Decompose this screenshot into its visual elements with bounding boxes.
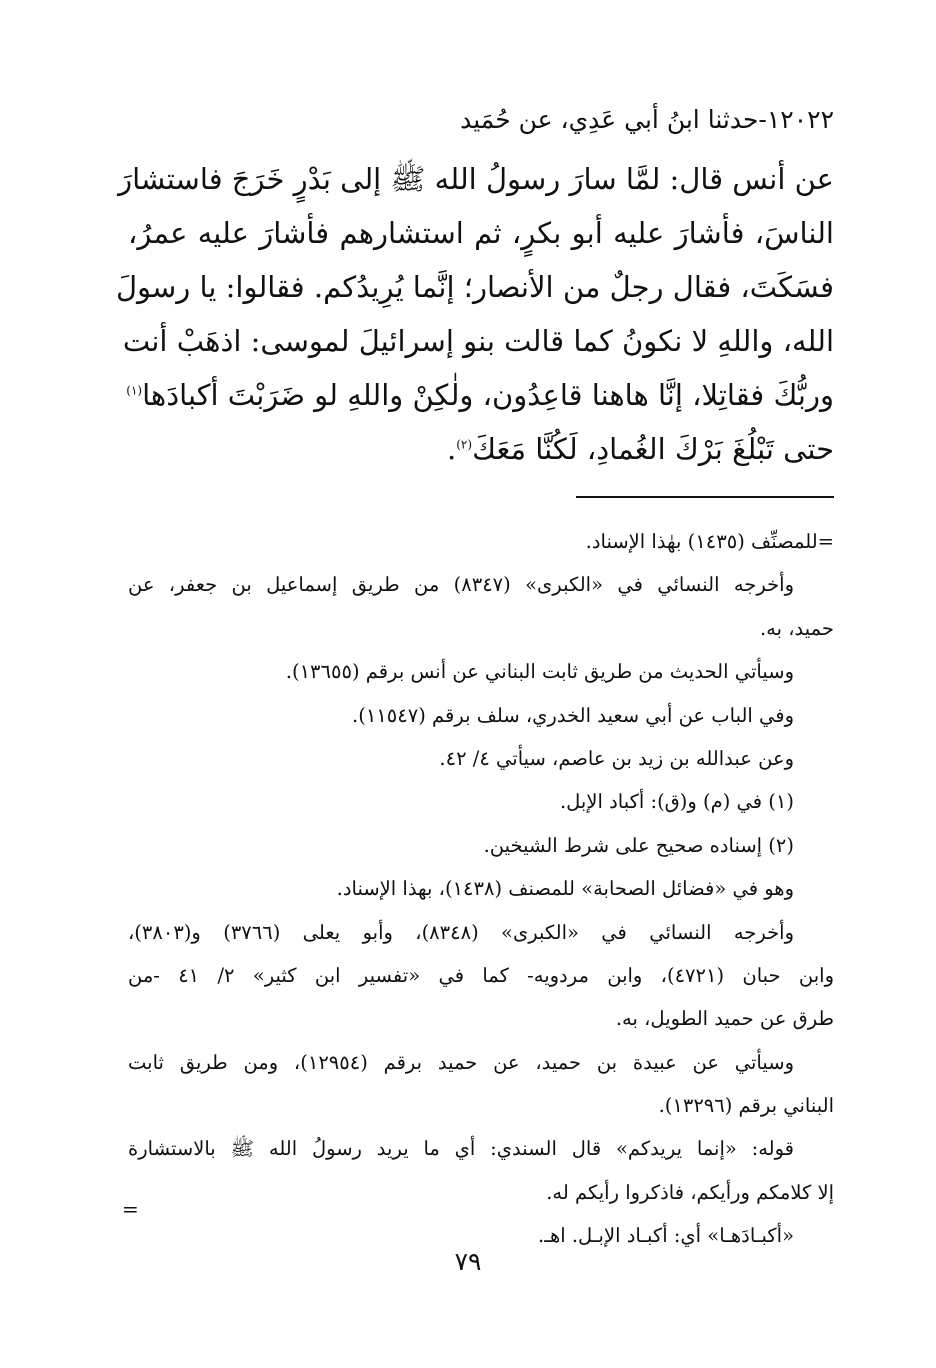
footnote-ref-2: (٢) (456, 437, 473, 452)
hadith-heading: ١٢٠٢٢-حدثنا ابنُ أبي عَدِي، عن حُمَيد (460, 105, 834, 134)
footnote-line: البناني برقم (١٣٢٩٦). (658, 1094, 834, 1118)
hadith-line: الله، واللهِ لا نكونُ كما قالت بنو إسرائيلَ لموسى: اذهَبْ أنت (122, 324, 834, 358)
footnote-separator (576, 496, 834, 498)
footnote-line: وعن عبدالله بن زيد بن عاصم، سيأتي ٤/ ٤٢. (439, 746, 794, 770)
footnote-line: إلا كلامكم ورأيكم، فاذكروا رأيكم له. (546, 1180, 834, 1204)
footnote-line: وأخرجه النسائي في «الكبرى» (٨٣٤٨)، وأبو يعلى (٣٧٦٦) و(٣٨٠٣)، (128, 920, 794, 944)
footnote-line: (١) في (م) و(ق): أكباد الإبل. (559, 790, 794, 814)
footnote-line: وسيأتي عن عبيدة بن حميد، عن حميد برقم (١٢٩٥٤)، ومن طريق ثابت (128, 1050, 795, 1074)
continuation-mark: = (122, 1197, 139, 1221)
hadith-line (128, 368, 834, 422)
footnote-line: وابن حبان (٤٧٢١)، وابن مردويه- كما في «تفسير ابن كثير» ٢/ ٤١ -من (128, 963, 835, 987)
footnote-line: حميد، به. (759, 616, 834, 640)
hadith-line-text: حتى تَبْلُغَ بَرْكَ الغُمادِ، لَكُنَّا مَعَكَ (472, 432, 834, 466)
hadith-line-text: وربُّكَ فقاتِلا، إنَّا هاهنا قاعِدُون، ولٰكِنْ واللهِ لو ضَرَبْتَ أكبادَها (142, 378, 834, 412)
footnote-ref-1: (١) (126, 383, 143, 398)
hadith-text (115, 152, 834, 476)
hadith-line: فسَكَتَ، فقال رجلٌ من الأنصار؛ إنَّما يُرِيدُكم. فقالوا: يا رسولَ (115, 270, 834, 304)
hadith-line (128, 422, 834, 476)
footnotes (128, 520, 834, 1258)
hadith-end-punct: . (447, 432, 457, 466)
footnote-line: «أكبـادَهـا» أي: أكبـاد الإبـل. اهـ. (538, 1224, 794, 1248)
hadith-line: عن أنس قال: لمَّا سارَ رسولُ الله ﷺ إلى بَدْرٍ خَرَجَ فاستشارَ (118, 162, 834, 196)
footnote-line: =للمصنِّف (١٤٣٥) بهٰذا الإسناد. (585, 530, 834, 553)
footnote-line: (٢) إسناده صحيح على شرط الشيخين. (483, 833, 794, 857)
page-number: ٧٩ (454, 1247, 482, 1276)
footnote-line: وفي الباب عن أبي سعيد الخدري، سلف برقم (١١٥٤٧). (352, 703, 794, 727)
footnote-line: وأخرجه النسائي في «الكبرى» (٨٣٤٧) من طريق إسماعيل بن جعفر، عن (128, 573, 794, 597)
footnote-line: قوله: «إنما يريدكم» قال السندي: أي ما يريد رسولُ الله ﷺ بالاستشارة (128, 1137, 794, 1161)
hadith-line: الناسَ، فأشارَ عليه أبو بكرٍ، ثم استشارهم فأشارَ عليه عمرُ، (128, 216, 834, 250)
footnote-line: وهو في «فضائل الصحابة» للمصنف (١٤٣٨)، بهذا الإسناد. (336, 877, 794, 901)
footnote-line: وسيأتي الحديث من طريق ثابت البناني عن أنس برقم (١٣٦٥٥). (285, 660, 794, 684)
footnote-line: طرق عن حميد الطويل، به. (615, 1007, 834, 1031)
